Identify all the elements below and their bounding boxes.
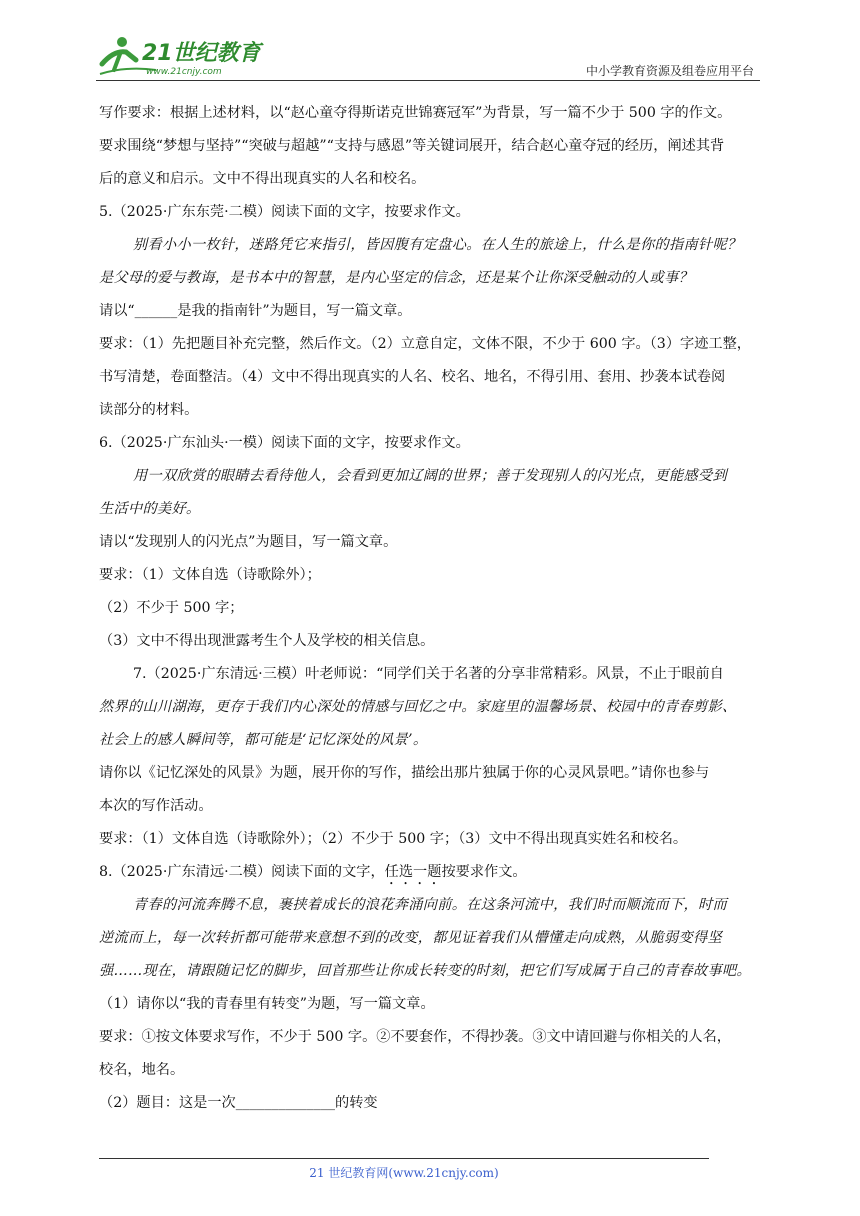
sub-question: （2）题目：这是一次______________的转变 [99,1095,378,1111]
material-text: 然界的山川湖海，更存于我们内心深处的情感与回忆之中。家庭里的温馨场景、校园中的青春剪影、 [99,699,737,715]
question-8-title: 8.（2025·广东清远·二模）阅读下面的文字，任选一题按要求作文。 [99,864,527,880]
logo-21cnjy [96,30,266,78]
requirement-text: 校名，地名。 [99,1062,185,1078]
material-text: 青春的河流奔腾不息，裹挟着成长的浪花奔涌向前。在这条河流中，我们时而顺流而下，时而 [133,897,727,913]
footer-text: 21 世纪教育网(www.21cnjy.com) [309,1166,499,1180]
material-text: 用一双欣赏的眼睛去看待他人，会看到更加辽阔的世界；善于发现别人的闪光点，更能感受到 [133,468,727,484]
requirement-text: （2）不少于 500 字； [99,600,244,616]
requirement-text: 书写清楚，卷面整洁。（4）文中不得出现真实的人名、校名、地名，不得引用、套用、抄袭本试卷阅 [99,369,726,385]
question-5-title: 5.（2025·广东东莞·二模）阅读下面的文字，按要求作文。 [99,204,470,220]
material-text: 强……现在，请跟随记忆的脚步，回首那些让你成长转变的时刻，把它们写成属于自己的青春故事吧。 [99,963,751,979]
document-body [99,97,763,1120]
svg-text:www.21cnjy.com: www.21cnjy.com [146,67,222,77]
emphasis-text: 任选一题 [384,864,442,880]
requirement-text: 要求：（1）文体自选（诗歌除外）； [99,567,321,583]
material-text: 逆流而上，每一次转折都可能带来意想不到的改变，都见证着我们从懵懂走向成熟，从脆弱变得坚 [99,930,722,946]
requirement-text: 要求：①按文体要求写作，不少于 500 字。②不要套作，不得抄袭。③文中请回避与你相关的人名， [99,1029,731,1045]
requirement-text: 要求：（1）文体自选（诗歌除外）；（2）不少于 500 字；（3）文中不得出现真实姓名和校名。 [99,831,688,847]
footer-divider [99,1158,709,1159]
prompt-text: 本次的写作活动。 [99,798,213,814]
requirement-text: （3）文中不得出现泄露考生个人及学校的相关信息。 [99,633,435,649]
sub-question: （1）请你以“我的青春里有转变”为题，写一篇文章。 [99,996,435,1012]
material-text: 别看小小一枚针，迷路凭它来指引，皆因腹有定盘心。在人生的旅途上，什么是你的指南针呢？ [133,237,742,253]
paragraph: 要求围绕“梦想与坚持”“突破与超越”“支持与感恩”等关键词展开，结合赵心童夺冠的经历，阐述其背 [99,138,725,154]
requirement-text: 读部分的材料。 [99,402,199,418]
paragraph: 后的意义和启示。文中不得出现真实的人名和校名。 [99,171,426,187]
material-text: 生活中的美好。 [99,501,201,517]
material-text: 社会上的感人瞬间等，都可能是‘记忆深处的风景’。 [99,732,428,748]
requirement-text: 要求：（1）先把题目补充完整，然后作文。（2）立意自定，文体不限，不少于 600 字。（3）字迹工整， [99,336,751,352]
page-header [96,30,760,82]
question-7-title: 7.（2025·广东清远·三模）叶老师说：“同学们关于名著的分享非常精彩。风景，不止于眼前自 [133,666,724,682]
material-text: 是父母的爱与教诲，是书本中的智慧，是内心坚定的信念，还是某个让你深受触动的人或事？ [99,270,693,286]
prompt-text: 请以“______是我的指南针”为题目，写一篇文章。 [99,303,412,319]
question-6-title: 6.（2025·广东汕头·一模）阅读下面的文字，按要求作文。 [99,435,470,451]
platform-name: 中小学教育资源及组卷应用平台 [585,64,754,78]
prompt-text: 请以“发现别人的闪光点”为题目，写一篇文章。 [99,534,398,550]
svg-text:21世纪教育: 21世纪教育 [142,41,261,66]
prompt-text: 请你以《记忆深处的风景》为题，展开你的写作，描绘出那片独属于你的心灵风景吧。”请你也参与 [99,765,710,781]
paragraph: 写作要求：根据上述材料，以“赵心童夺得斯诺克世锦赛冠军”为背景，写一篇不少于 500 字的作文。 [99,105,732,121]
header-divider [96,80,760,81]
